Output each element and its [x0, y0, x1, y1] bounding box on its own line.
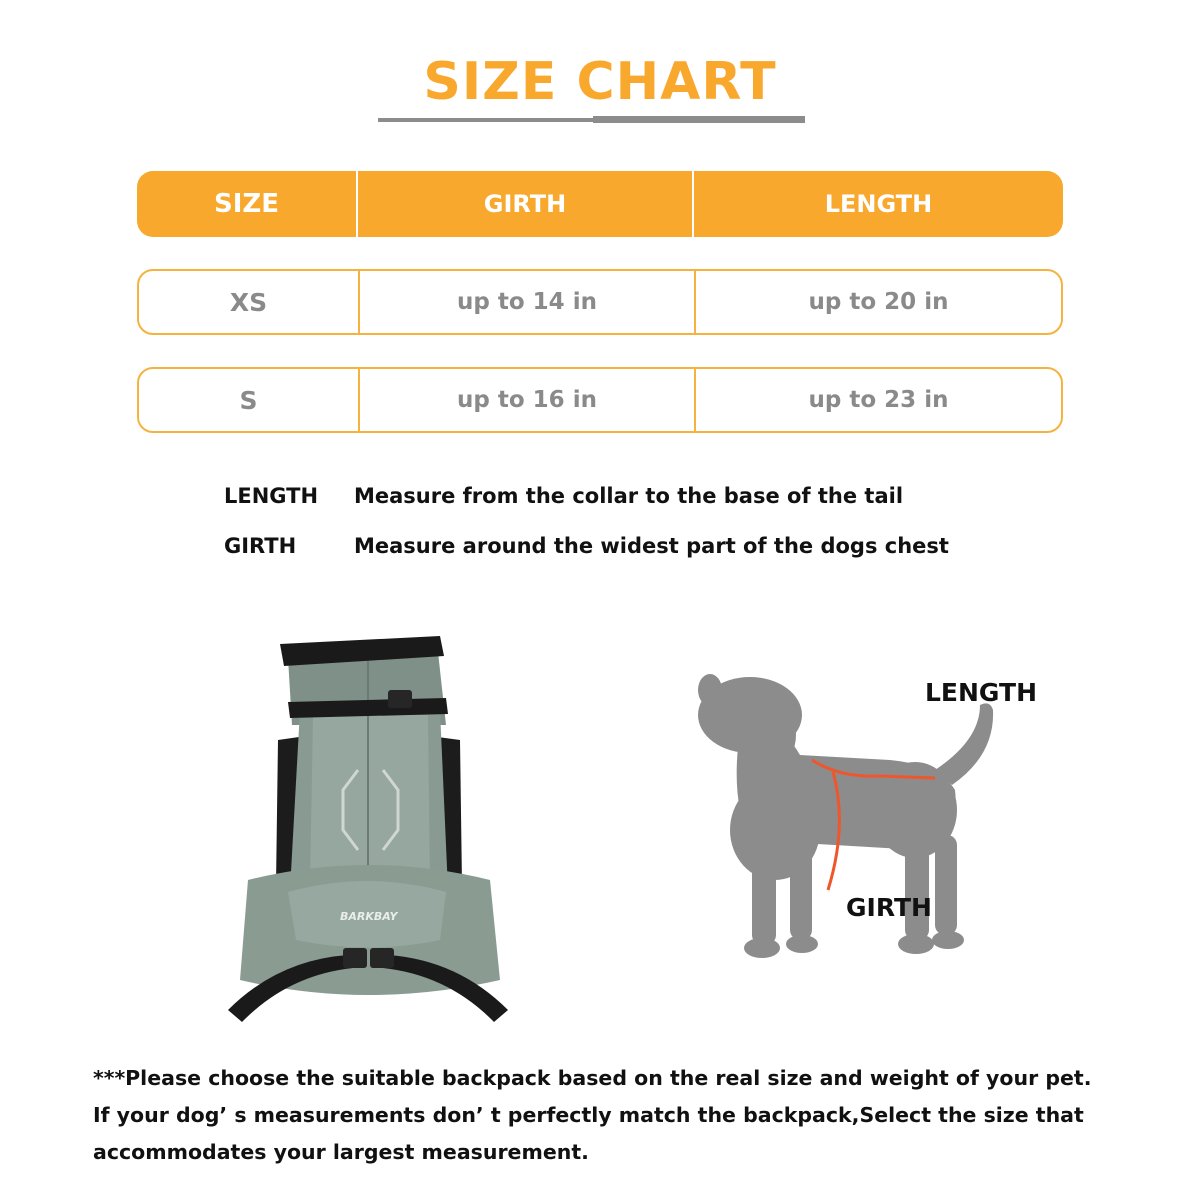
title-underline-left: [378, 118, 594, 122]
backpack-image: [218, 630, 518, 1035]
title-underline-right: [593, 116, 805, 123]
note-line: ***Please choose the suitable backpack based on the real size and weight of your pet.: [93, 1066, 1092, 1090]
girth-cell: up to 16 in: [360, 369, 696, 431]
length-cell: up to 23 in: [808, 387, 949, 413]
definition-text: Measure around the widest part of the dogs chest: [354, 534, 949, 558]
header-size: SIZE: [137, 171, 358, 237]
note-line: If your dog’ s measurements don’ t perfectly match the backpack,Select the size that: [93, 1103, 1084, 1127]
sizing-note: [93, 1060, 1143, 1171]
table-row: [137, 269, 1063, 335]
table-row: [137, 367, 1063, 433]
dog-girth-label: GIRTH: [846, 893, 932, 922]
length-cell: up to 20 in: [808, 289, 949, 315]
definition-text: Measure from the collar to the base of the tail: [354, 484, 904, 508]
page-title: SIZE CHART: [423, 52, 777, 112]
dog-diagram: [690, 660, 1010, 980]
size-cell: S: [139, 369, 360, 431]
girth-cell: up to 14 in: [360, 271, 696, 333]
header-girth: GIRTH: [358, 171, 694, 237]
backpack-brand-label: BARKBAY: [340, 910, 398, 923]
size-table-header: [137, 171, 1063, 237]
header-length: LENGTH: [824, 190, 933, 218]
dog-length-label: LENGTH: [925, 678, 1037, 707]
definition-length: [224, 484, 903, 508]
size-cell: XS: [139, 271, 360, 333]
definition-girth: [224, 534, 949, 558]
note-line: accommodates your largest measurement.: [93, 1140, 589, 1164]
definition-term: GIRTH: [224, 534, 297, 558]
definition-term: LENGTH: [224, 484, 319, 508]
